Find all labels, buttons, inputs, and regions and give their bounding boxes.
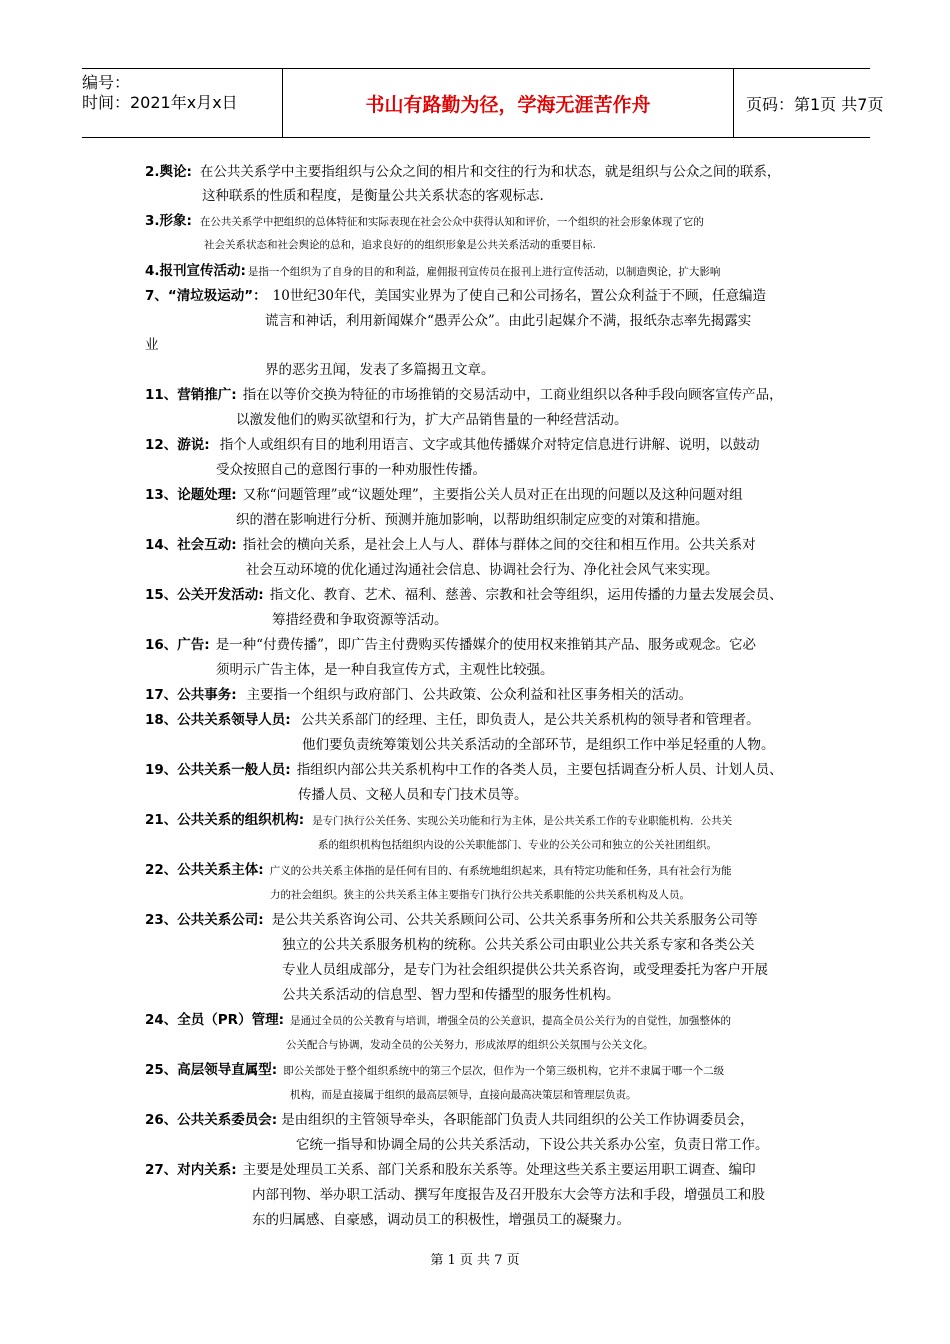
entry-text: 公共关系部门的经理、主任，即负责人，是公共关系机构的领导者和管理者。 <box>300 712 760 728</box>
entry-text: 内部刊物、举办职工活动、撰写年度报告及召开股东大会等方法和手段，增强员工和股 <box>252 1187 765 1203</box>
entry-term: 26、公共关系委员会: <box>145 1112 278 1128</box>
entry-term: 14、社会互动: <box>145 537 237 553</box>
entry-text: 是一种“付费传播”，即广告主付费购买传播媒介的使用权来推销其产品、服务或观念。它必 <box>215 637 756 653</box>
header-motto: 书山有路勤为径，学海无涯苦作舟 <box>282 69 734 137</box>
entry-text: 10世纪30年代，美国实业界为了使自己和公司扬名，置公众利益于不顾，任意编造 <box>272 288 766 304</box>
entry-term: 7、“清垃圾运动”： <box>145 288 267 304</box>
entry-text: 界的恶劣丑闻，发表了多篇揭丑文章。 <box>265 362 495 378</box>
entry-term: 25、高层领导直属型: <box>145 1062 278 1078</box>
entry-text: 是公共关系咨询公司、公共关系顾问公司、公共关系事务所和公共关系服务公司等 <box>271 912 758 928</box>
entry-text: 指组织内部公共关系机构中工作的各类人员，主要包括调查分析人员、计划人员、 <box>296 762 783 778</box>
entry-text: 织的潜在影响进行分析、预测并施加影响，以帮助组织制定应变的对策和措施。 <box>236 512 709 528</box>
document-date-label: 时间：2021年x月x日 <box>82 93 238 112</box>
entry-text: 是通过全员的公关教育与培训，增强全员的公关意识，提高全员公关行为的自觉性，加强整体的 <box>289 1015 731 1027</box>
entry-text: 指在以等价交换为特征的市场推销的交易活动中，工商业组织以各种手段向顾客宣传产品， <box>242 387 783 403</box>
entry-text: 指社会的横向关系，是社会上人与人、群体与群体之间的交往和相互作用。公共关系对 <box>242 537 756 553</box>
entry-text: 社会关系状态和社会舆论的总和，追求良好的的组织形象是公共关系活动的重要目标. <box>204 239 596 251</box>
entry-text: 独立的公共关系服务机构的统称。公共关系公司由职业公共关系专家和各类公关 <box>282 937 755 953</box>
entry-term: 23、公共关系公司: <box>145 912 264 928</box>
entry-text: 在公共关系学中主要指组织与公众之间的相片和交往的行为和状态，就是组织与公众之间的联系， <box>199 164 781 180</box>
entry-text: 机构，而是直接属于组织的最高层领导，直接向最高决策层和管理层负责。 <box>290 1089 637 1101</box>
page-footer: 第 1 页 共 7 页 <box>430 1253 520 1268</box>
entry-text: 主要指一个组织与政府部门、公共政策、公众利益和社区事务相关的活动。 <box>246 687 693 703</box>
entry-text: 他们要负责统筹策划公共关系活动的全部环节，是组织工作中举足轻重的人物。 <box>302 737 775 753</box>
entry-text: 指个人或组织有目的地利用语言、文字或其他传播媒介对特定信息进行讲解、说明，以鼓动 <box>219 437 760 453</box>
entry-text: 传播人员、文秘人员和专门技术员等。 <box>298 787 528 803</box>
entry-term: 19、公共关系一般人员: <box>145 762 291 778</box>
entry-term: 18、公共关系领导人员: <box>145 712 291 728</box>
entry-text: 业 <box>145 337 159 353</box>
document-number-label: 编号： <box>82 73 131 92</box>
entry-term: 4.报刊宣传活动: <box>145 263 246 279</box>
entry-term: 3.形象: <box>145 213 192 229</box>
entry-text: 即公关部处于整个组织系统中的第三个层次，但作为一个第三级机构，它并不隶属于哪一个二级 <box>283 1065 725 1077</box>
page-header <box>82 68 884 138</box>
entry-text: 专业人员组成部分，是专门为社会组织提供公共关系咨询，或受理委托为客户开展 <box>282 962 768 978</box>
entry-text: 它统一指导和协调全局的公共关系活动，下设公共关系办公室，负责日常工作。 <box>296 1137 769 1153</box>
entry-term: 24、全员（PR）管理: <box>145 1012 284 1028</box>
entry-term: 21、公共关系的组织机构: <box>145 812 305 828</box>
entry-text: 是专门执行公关任务、实现公关功能和行为主体，是公共关系工作的专业职能机构．公共关 <box>312 815 733 827</box>
entry-text: 筹措经费和争取资源等活动。 <box>272 612 448 628</box>
entry-text: 受众按照自己的意图行事的一种劝服性传播。 <box>216 462 486 478</box>
entry-text: 是由组织的主管领导牵头，各职能部门负责人共同组织的公关工作协调委员会， <box>281 1112 754 1128</box>
entry-text: 广义的公共关系主体指的是任何有目的、有系统地组织起来，具有特定功能和任务，具有社会行为能 <box>269 865 732 877</box>
entry-text: 在公共关系学中把组织的总体特征和实际表现在社会公众中获得认知和评价，一个组织的社会形象体现了它的 <box>199 216 704 228</box>
entry-term: 12、游说: <box>145 437 210 453</box>
entry-text: 又称“问题管理”或“议题处理”，主要指公关人员对正在出现的问题以及这种问题对组 <box>242 487 743 503</box>
entry-term: 27、对内关系: <box>145 1162 237 1178</box>
header-left <box>82 69 282 141</box>
entry-term: 13、论题处理: <box>145 487 237 503</box>
entry-term: 22、公共关系主体: <box>145 862 264 878</box>
entry-term: 16、广告: <box>145 637 210 653</box>
entry-term: 17、公共事务: <box>145 687 237 703</box>
entry-text: 这种联系的性质和程度，是衡量公共关系状态的客观标志. <box>202 188 544 204</box>
entry-text: 主要是处理员工关系、部门关系和股东关系等。处理这些关系主要运用职工调查、编印 <box>242 1162 756 1178</box>
entry-text: 是指一个组织为了自身的目的和利益，雇佣报刊宣传员在报刊上进行宣传活动，以制造舆论，扩大影响 <box>247 266 721 278</box>
entry-text: 以激发他们的购买欲望和行为，扩大产品销售量的一种经营活动。 <box>236 412 628 428</box>
entry-text: 力的社会组织。狭主的公共关系主体主要指专门执行公共关系职能的公共关系机构及人员。 <box>270 889 690 901</box>
entry-text: 系的组织机构包括组织内设的公关职能部门、专业的公关公司和独立的公关社团组织。 <box>318 839 717 851</box>
entry-text: 谎言和神话，利用新闻媒介“愚弄公众”。由此引起媒介不满，报纸杂志率先揭露实 <box>265 313 752 329</box>
entry-term: 11、营销推广: <box>145 387 237 403</box>
entry-text: 东的归属感、自豪感，调动员工的积极性，增强员工的凝聚力。 <box>252 1212 630 1228</box>
entry-text: 公共关系活动的信息型、智力型和传播型的服务性机构。 <box>282 987 620 1003</box>
entry-text: 公关配合与协调，发动全员的公关努力，形成浓厚的组织公关氛围与公关文化。 <box>286 1039 654 1051</box>
entry-text: 指文化、教育、艺术、福利、慈善、宗教和社会等组织，运用传播的力量去发展会员、 <box>269 587 783 603</box>
entry-term: 15、公关开发活动: <box>145 587 264 603</box>
entry-text: 社会互动环境的优化通过沟通社会信息、协调社会行为、净化社会风气来实现。 <box>246 562 719 578</box>
entry-term: 2.舆论: <box>145 164 192 180</box>
entry-text: 须明示广告主体，是一种自我宣传方式，主观性比较强。 <box>216 662 554 678</box>
header-page-label: 页码：第1页 共7页 <box>746 94 884 114</box>
